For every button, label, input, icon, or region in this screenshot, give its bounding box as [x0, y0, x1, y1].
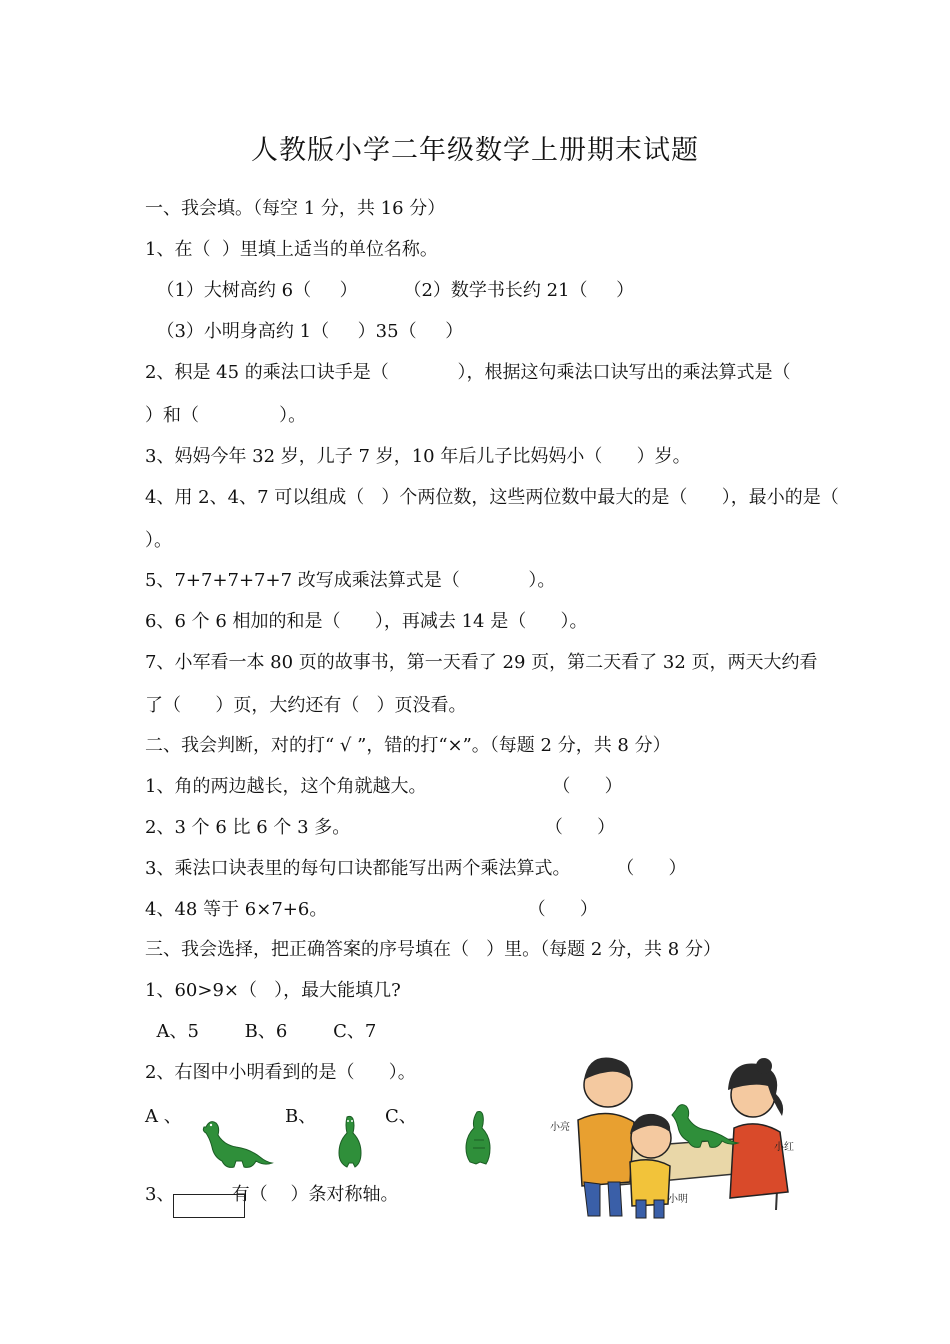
section-2-heading: 二、我会判断，对的打“ √ ”，错的打“×”。（每题 2 分，共 8 分）: [145, 735, 671, 756]
question-line: 6、6 个 6 相加的和是（ ），再减去 14 是（ ）。: [145, 611, 588, 632]
question-line: （3）小明身高约 1（ ）35（ ）: [145, 321, 464, 342]
question-line: 1、在（ ）里填上适当的单位名称。: [145, 239, 438, 260]
question-line: 3、妈妈今年 32 岁，儿子 7 岁，10 年后儿子比妈妈小（ ）岁。: [145, 446, 691, 467]
question-line: 2、3 个 6 比 6 个 3 多。 （ ）: [145, 817, 616, 838]
option-a-label: A 、: [145, 1106, 182, 1127]
dinosaur-side-view-icon: [198, 1115, 274, 1169]
children-dinosaur-illustration: [548, 1050, 798, 1220]
question-line: 3、乘法口诀表里的每句口诀都能写出两个乘法算式。 （ ）: [145, 858, 687, 879]
rectangle-shape: [173, 1194, 245, 1218]
label-xiaohong: 小红: [774, 1142, 794, 1153]
section-3-heading: 三、我会选择，把正确答案的序号填在（ ）里。（每题 2 分，共 8 分）: [145, 939, 721, 960]
question-line: 5、7+7+7+7+7 改写成乘法算式是（ ）。: [145, 570, 556, 591]
dinosaur-back-view-icon: [462, 1110, 496, 1168]
label-xiaoming: 小明: [668, 1194, 688, 1205]
dinosaur-toy-icon: [672, 1105, 738, 1148]
label-xiaoliang: 小亮: [550, 1122, 570, 1133]
question-line: ）和（ ）。: [145, 405, 307, 426]
question-line: 3、 有（ ）条对称轴。: [145, 1184, 399, 1205]
question-line: ）。: [145, 530, 172, 551]
question-line: 1、60>9×（ ），最大能填几?: [145, 980, 401, 1001]
option-c-label: C、: [385, 1106, 417, 1127]
question-line: 1、角的两边越长，这个角就越大。 （ ）: [145, 776, 623, 797]
question-line: 2、右图中小明看到的是（ ）。: [145, 1062, 416, 1083]
question-line: 2、积是 45 的乘法口诀手是（ ），根据这句乘法口诀写出的乘法算式是（: [145, 362, 791, 383]
option-b-label: B、: [285, 1106, 317, 1127]
question-line: A、5 B、6 C、7: [145, 1021, 377, 1042]
question-line: 4、用 2、4、7 可以组成（ ）个两位数，这些两位数中最大的是（ ），最小的是（: [145, 487, 839, 508]
question-line: 7、小军看一本 80 页的故事书，第一天看了 29 页，第二天看了 32 页，两天大约看: [145, 652, 818, 673]
question-line: 4、48 等于 6×7+6。 （ ）: [145, 899, 598, 920]
dinosaur-front-view-icon: [333, 1115, 365, 1171]
page-title: 人教版小学二年级数学上册期末试题: [251, 135, 699, 166]
section-1-heading: 一、我会填。（每空 1 分，共 16 分）: [145, 198, 446, 219]
question-line: 了（ ）页，大约还有（ ）页没看。: [145, 695, 467, 716]
question-line: （1）大树高约 6（ ） （2）数学书长约 21（ ）: [145, 280, 635, 301]
